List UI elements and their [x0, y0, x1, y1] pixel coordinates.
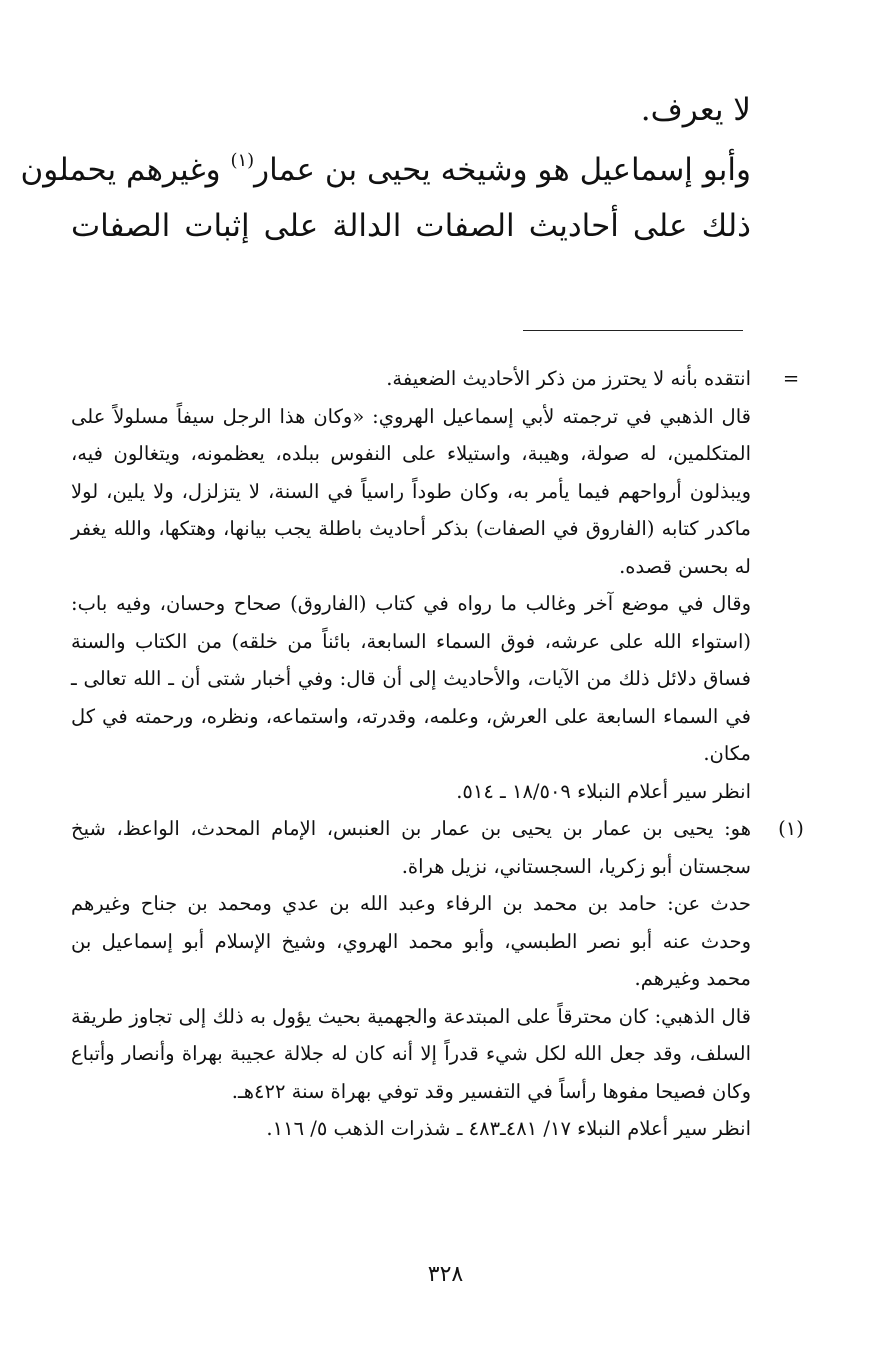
footnote-paragraph: حدث عن: حامد بن محمد بن الرفاء وعبد الله بن عدي ومحمد بن جناح وغيرهم وحدث عنه أبو نصر الطبسي، وأبو محمد الهروي، وشيخ الإسلام أبو إسماعيل بن محمد وغيرهم. — [71, 892, 751, 990]
footnote-1 — [71, 810, 804, 1148]
main-line-3: ذلك على أحاديث الصفات الدالة على إثبات الصفات — [71, 208, 751, 244]
footnote-paragraph: هو: يحيى بن عمار بن يحيى بن عمار بن العنبس، الإمام المحدث، الواعظ، شيخ سجستان أبو زكريا، السجستاني، نزيل هراة. — [71, 817, 751, 878]
footnotes-section — [71, 360, 804, 1148]
footnote-reference: (١) — [230, 150, 255, 171]
main-line-2-start: وأبو إسماعيل هو وشيخه يحيى بن عمار — [254, 152, 751, 188]
main-text — [20, 82, 751, 254]
footnote-paragraph: وقال في موضع آخر وغالب ما رواه في كتاب (الفاروق) صحاح وحسان، وفيه باب: (استواء الله على عرشه، فوق السماء السابعة، بائناً من خلقه) من الكتاب والسنة فساق دلائل ذلك من الآيات، والأحاديث إلى أن قال: وفي أخبار شتى أن ـ الله تعالى ـ في السماء السابعة على العرش، وعلمه، وقدرته، واستماعه، ونظره، ورحمته في كل مكان. — [71, 592, 751, 765]
footnote-separator-rule — [523, 330, 743, 331]
main-line-2 — [20, 142, 751, 198]
footnote-paragraph: انتقده بأنه لا يحترز من ذكر الأحاديث الضعيفة. — [386, 367, 751, 390]
footnote-paragraph: انظر سير أعلام النبلاء ١٨/٥٠٩ ـ ٥١٤. — [456, 779, 751, 803]
footnote-number: (١) — [778, 817, 804, 840]
footnote-paragraph: قال الذهبي في ترجمته لأبي إسماعيل الهروي: «وكان هذا الرجل سيفاً مسلولاً على المتكلمين، له صولة، وهيبة، واستيلاء على النفوس ببلده، يعظمونه، ويتغالون فيه، ويبذلون أرواحهم فيما يأمر به، وكان طوداً راسياً في السنة، لا يتزلزل، ولا يلين، لولا ماكدر كتابه (الفاروق في الصفات) بذكر أحاديث باطلة يجب بيانها، وهتكها، والله يغفر له بحسن قصده. — [71, 404, 751, 578]
footnote-paragraph: انظر سير أعلام النبلاء ١٧/ ٤٨١ـ٤٨٣ ـ شذرات الذهب ٥/ ١١٦. — [266, 1117, 751, 1140]
main-line-2-end: وغيرهم يحملون — [20, 152, 231, 188]
continuation-marker: = — [782, 367, 800, 390]
page-number: ٣٢٨ — [427, 1262, 464, 1287]
footnote-continuation — [71, 360, 800, 810]
main-line-1: لا يعرف. — [640, 92, 751, 128]
footnote-paragraph: قال الذهبي: كان محترقاً على المبتدعة والجهمية بحيث يؤول به ذلك إلى تجاوز طريقة السلف، وقد جعل الله لكل شيء قدراً إلا أنه كان له جلالة عجيبة بهراة وأنصار وأتباع وكان فصيحا مفوها رأساً في التفسير وقد توفي بهراة سنة ٤٢٢هـ. — [71, 1004, 751, 1103]
